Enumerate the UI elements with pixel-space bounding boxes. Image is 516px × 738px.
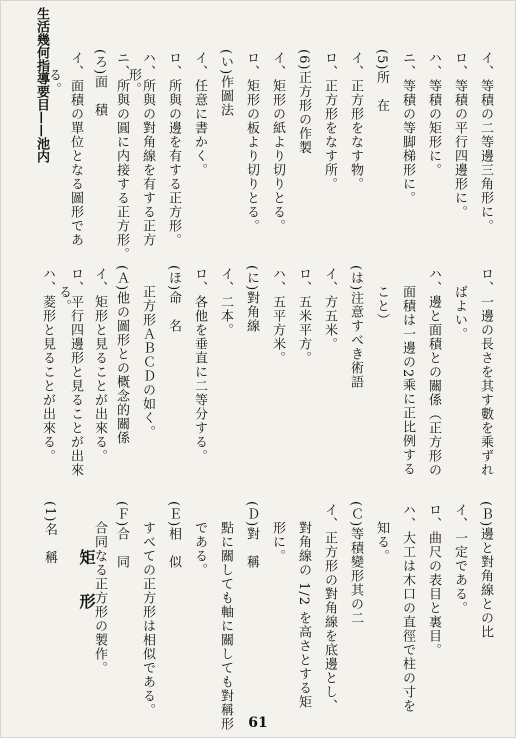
text-column: ニ、所與の圓に内接する正方形。: [114, 51, 129, 261]
text-column: イ、等積の二等邊三角形に。: [478, 51, 493, 233]
text-column: イ、正方形をなす物。: [348, 51, 363, 191]
text-column: ロ、各他を垂直に二等分する。: [192, 267, 207, 463]
text-column: 點に關しても軸に關しても對稱形: [218, 521, 233, 731]
text-column: イ、正方形の對角線を底邊とし、: [322, 503, 337, 713]
text-column: ロ、五米平方。: [296, 267, 311, 365]
text-column: イ、一定である。: [452, 503, 467, 615]
text-column: (Ｅ)相 似: [166, 501, 181, 570]
text-column: (い)作圖法: [218, 49, 233, 118]
text-column: ニ、等積の等脚梯形に。: [400, 51, 415, 205]
text-column: ロ、矩形の板より切りとる。: [244, 51, 259, 233]
text-column: (Ｂ)邊と對角線との比: [478, 501, 493, 640]
text-column: ハ、所與の對角線を有する正方: [140, 51, 155, 247]
text-column: すべての正方形は相似である。: [140, 521, 155, 717]
text-column: (5)所 在: [374, 49, 389, 113]
text-column: こと）: [374, 285, 389, 327]
text-column: イ、面積の單位となる圖形であ: [68, 51, 83, 247]
page-number: 61: [248, 715, 268, 731]
text-column: (Ｆ)合 同: [114, 501, 129, 570]
text-column: ロ、等積の平行四邊形に。: [452, 51, 467, 219]
text-column: イ、矩形の紙より切りとる。: [270, 51, 285, 233]
text-column: ロ、平行四邊形と見ることが出來: [68, 267, 83, 477]
text-column: 正方形ＡＢＣＤの如く。: [140, 285, 155, 439]
text-column: ロ、一邊の長さを其す數を乘ずれ: [478, 267, 493, 477]
text-column: イ、方五米。: [322, 267, 337, 351]
text-column: (ほ)命 名: [166, 265, 181, 334]
text-column: 形に。: [270, 521, 285, 563]
text-column: ロ、正方形をなす所。: [322, 51, 337, 191]
text-column: 合同なる正方形の製作。: [92, 521, 107, 675]
text-column: である。: [192, 521, 207, 577]
text-column: ハ、五平方米。: [270, 267, 285, 365]
section-title: 矩形: [77, 549, 96, 637]
text-column: 知る。: [374, 521, 389, 563]
running-header: 生活幾何指導要目——池内: [34, 7, 49, 163]
text-column: 形。: [126, 68, 141, 96]
text-column: 面積は一邊の2乘に正比例する: [400, 285, 415, 477]
text-column: (ろ)面 積: [92, 49, 107, 118]
text-column: ロ、所與の邊を有する正方形。: [166, 51, 181, 247]
text-column: (に)對角線: [244, 265, 259, 334]
text-column: る。: [46, 68, 61, 96]
text-column: (1)名 稱: [42, 501, 57, 565]
text-column: イ、任意に書かく。: [192, 51, 207, 177]
text-column: ハ、大工は木口の直徑で柱の寸を: [400, 503, 415, 713]
text-column: イ、二本。: [218, 267, 233, 337]
text-column: (は)注意すべき術語: [348, 265, 363, 390]
text-column: ばよい。: [452, 285, 467, 341]
text-column: る。: [56, 285, 71, 313]
text-column: ハ、菱形と見ることが出來る。: [40, 267, 55, 463]
text-column: (Ａ)他の圖形との概念的關係: [114, 265, 129, 446]
text-column: ハ、邊と面積との關係（正方形の: [426, 267, 441, 477]
text-column: 對角線の 1/2 を高さとする矩: [296, 521, 311, 710]
text-column: (Ｃ)等積變形其の二: [348, 501, 363, 626]
text-column: (Ｄ)對 稱: [244, 501, 259, 570]
text-column: (6)正方形の作製: [296, 49, 311, 155]
text-column: イ、矩形と見ることが出來る。: [92, 267, 107, 463]
text-column: ハ、等積の矩形に。: [426, 51, 441, 177]
text-column: ロ、曲尺の表目と裏目。: [426, 503, 441, 657]
